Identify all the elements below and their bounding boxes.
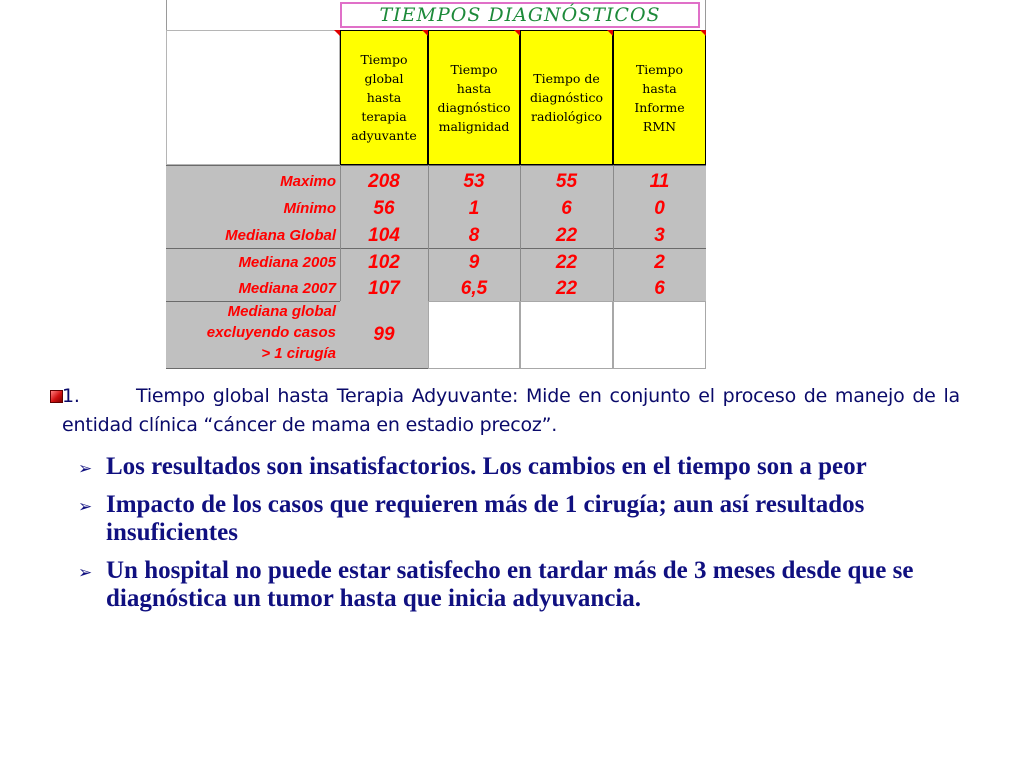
point-number: 1. bbox=[62, 385, 80, 407]
comment-marker bbox=[334, 30, 340, 36]
excluded-label-line: Mediana global bbox=[227, 303, 336, 320]
comment-marker bbox=[514, 30, 520, 36]
table-cell: 22 bbox=[555, 252, 578, 273]
arrow-bullet-icon: ➢ bbox=[78, 563, 93, 583]
excluded-label-line: > 1 cirugía bbox=[261, 345, 336, 362]
table-cell: 1 bbox=[468, 198, 480, 219]
table-cell: 22 bbox=[555, 278, 578, 299]
empty-cell bbox=[613, 301, 706, 369]
table-cell: 22 bbox=[555, 225, 578, 246]
excluded-value-cell: 99 bbox=[340, 301, 428, 369]
table-row bbox=[166, 168, 706, 195]
list-item bbox=[76, 453, 976, 481]
main-point bbox=[62, 382, 960, 440]
table-cell: 107 bbox=[368, 278, 400, 299]
empty-cell bbox=[428, 301, 520, 369]
table-cell: 6 bbox=[561, 198, 572, 219]
column-header-mri-report: Tiempo hasta Informe RMN bbox=[613, 30, 706, 165]
table-cell: 2 bbox=[654, 252, 665, 273]
table-cell: 53 bbox=[463, 171, 485, 192]
table-cell: 102 bbox=[368, 252, 400, 273]
table-cell: 208 bbox=[368, 171, 400, 192]
table-cell: 11 bbox=[649, 171, 670, 192]
table-row bbox=[166, 222, 706, 249]
row-label: Mediana Global bbox=[225, 227, 336, 244]
column-header-malignancy-diagnosis: Tiempo hasta diagnóstico malignidad bbox=[428, 30, 520, 165]
column-header-radiological-diagnosis: Tiempo de diagnóstico radiológico bbox=[520, 30, 613, 165]
diagnostic-times-table bbox=[166, 0, 706, 369]
subpoint-text: Impacto de los casos que requieren más de 1 cirugía; aun así resultados insuficientes bbox=[106, 491, 865, 546]
table-cell: 56 bbox=[373, 198, 395, 219]
header-empty-cell bbox=[166, 30, 340, 165]
excluded-row-label bbox=[166, 301, 336, 369]
table-row bbox=[166, 249, 706, 276]
table-cell: 3 bbox=[654, 225, 665, 246]
row-label: Mediana 2005 bbox=[238, 254, 336, 271]
table-row bbox=[166, 195, 706, 222]
column-header-global-adjuvant: Tiempo global hasta terapia adyuvante bbox=[340, 30, 428, 165]
row-label: Mediana 2007 bbox=[238, 280, 336, 297]
empty-cell bbox=[520, 301, 613, 369]
subpoint-list bbox=[76, 453, 976, 623]
table-cell: 8 bbox=[468, 225, 480, 246]
row-label: Maximo bbox=[280, 173, 336, 190]
comment-marker bbox=[700, 30, 706, 36]
arrow-bullet-icon: ➢ bbox=[78, 459, 93, 479]
comment-marker bbox=[422, 30, 428, 36]
arrow-bullet-icon: ➢ bbox=[78, 497, 93, 517]
table-cell: 0 bbox=[654, 198, 665, 219]
list-item bbox=[76, 491, 976, 547]
excluded-label-line: excluyendo casos bbox=[206, 324, 336, 341]
list-item bbox=[76, 557, 976, 613]
table-row bbox=[166, 275, 706, 302]
table-cell: 104 bbox=[368, 225, 400, 246]
table-cell: 6,5 bbox=[460, 278, 488, 299]
table-title: TIEMPOS DIAGNÓSTICOS bbox=[340, 2, 700, 28]
table-cell: 9 bbox=[468, 252, 480, 273]
point-text: Tiempo global hasta Terapia Adyuvante: Mide en conjunto el proceso de manejo de la entidad clínica “cáncer de mama en estadio precoz”. bbox=[62, 385, 960, 436]
table-cell: 55 bbox=[555, 171, 578, 192]
subpoint-text: Los resultados son insatisfactorios. Los cambios en el tiempo son a peor bbox=[106, 453, 867, 480]
row-label: Mínimo bbox=[283, 200, 336, 217]
comment-marker bbox=[607, 30, 613, 36]
table-cell: 6 bbox=[654, 278, 665, 299]
subpoint-text: Un hospital no puede estar satisfecho en tardar más de 3 meses desde que se diagnóstica un tumor hasta que inicia adyuvancia. bbox=[106, 557, 914, 612]
